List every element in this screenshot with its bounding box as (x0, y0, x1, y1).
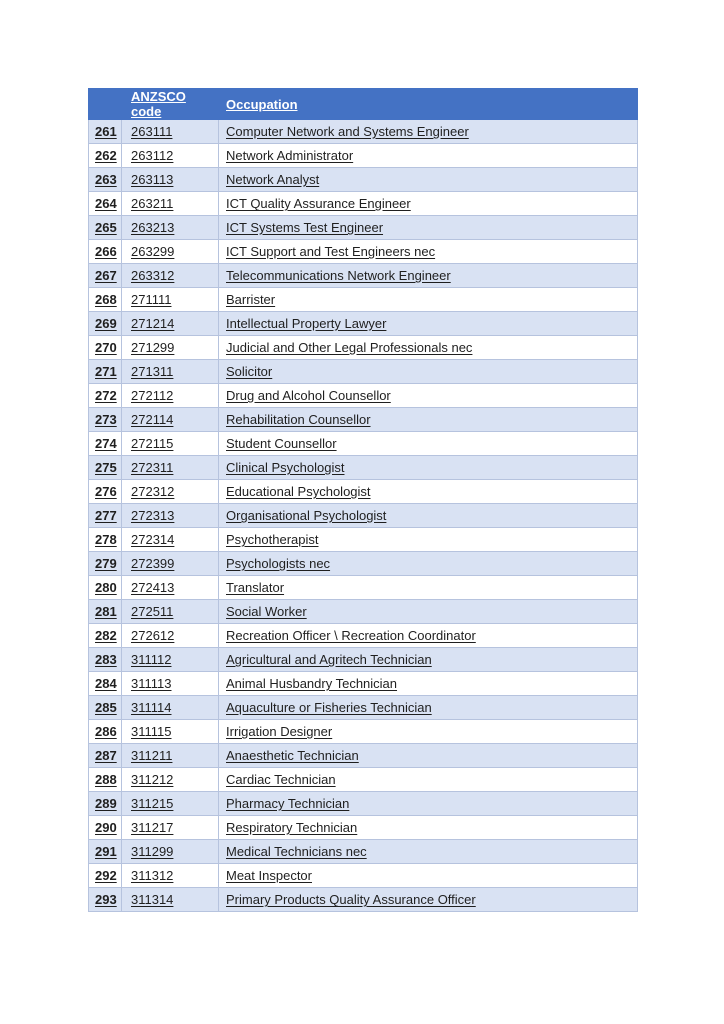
code-cell (122, 576, 219, 600)
occupation-link[interactable]: Agricultural and Agritech Technician (226, 652, 432, 667)
code-cell (122, 480, 219, 504)
code-link[interactable]: 311217 (131, 820, 174, 835)
index-link[interactable]: 276 (95, 484, 117, 499)
code-cell (122, 456, 219, 480)
index-cell (89, 432, 122, 456)
occupation-cell (219, 888, 638, 912)
table-row (89, 288, 638, 312)
index-link[interactable]: 263 (95, 172, 117, 187)
index-cell (89, 216, 122, 240)
code-link[interactable]: 263111 (131, 124, 173, 139)
index-cell (89, 816, 122, 840)
table-row (89, 720, 638, 744)
occupation-link[interactable]: Intellectual Property Lawyer (226, 316, 387, 331)
code-link[interactable]: 311312 (131, 868, 174, 883)
header-anzsco-code (122, 89, 219, 120)
code-cell (122, 168, 219, 192)
occupation-link[interactable]: ICT Systems Test Engineer (226, 220, 384, 235)
code-link[interactable]: 271311 (131, 364, 174, 379)
table-row (89, 168, 638, 192)
occupation-link[interactable]: Psychotherapist (226, 532, 319, 547)
occupation-link[interactable]: Network Administrator (226, 148, 354, 163)
code-link[interactable]: 263113 (131, 172, 174, 187)
table-header-row (89, 89, 638, 120)
index-link[interactable]: 264 (95, 196, 117, 211)
occupation-link[interactable]: Social Worker (226, 604, 307, 619)
index-cell (89, 744, 122, 768)
occupation-cell (219, 120, 638, 144)
code-cell (122, 432, 219, 456)
code-cell (122, 312, 219, 336)
index-link[interactable]: 270 (95, 340, 117, 355)
index-link[interactable]: 289 (95, 796, 117, 811)
index-link[interactable]: 291 (95, 844, 117, 859)
table-row (89, 120, 638, 144)
table-row (89, 888, 638, 912)
table-row (89, 480, 638, 504)
table-row (89, 552, 638, 576)
occupation-cell (219, 168, 638, 192)
index-link[interactable]: 284 (95, 676, 117, 691)
occupation-link[interactable]: Recreation Officer \ Recreation Coordinator (226, 628, 476, 643)
header-index-cell (89, 89, 122, 120)
code-cell (122, 864, 219, 888)
index-link[interactable]: 287 (95, 748, 117, 763)
code-link[interactable]: 311115 (131, 724, 172, 739)
code-cell (122, 216, 219, 240)
table-row (89, 864, 638, 888)
code-link[interactable]: 311299 (131, 844, 174, 859)
occupation-link[interactable]: Clinical Psychologist (226, 460, 345, 475)
table-row (89, 792, 638, 816)
table-row (89, 816, 638, 840)
table-row (89, 264, 638, 288)
code-link[interactable]: 272311 (131, 460, 174, 475)
code-link[interactable]: 263213 (131, 220, 175, 235)
code-cell (122, 600, 219, 624)
table-row (89, 576, 638, 600)
occupation-cell (219, 552, 638, 576)
table-row (89, 216, 638, 240)
code-cell (122, 408, 219, 432)
table-row (89, 312, 638, 336)
anzsco-occupation-table (88, 88, 638, 912)
index-link[interactable]: 275 (95, 460, 117, 475)
index-link[interactable]: 266 (95, 244, 117, 259)
table-row (89, 648, 638, 672)
code-cell (122, 264, 219, 288)
index-link[interactable]: 281 (95, 604, 117, 619)
code-link[interactable]: 272612 (131, 628, 175, 643)
occupation-link[interactable]: Irrigation Designer (226, 724, 333, 739)
index-cell (89, 864, 122, 888)
code-cell (122, 624, 219, 648)
occupation-cell (219, 672, 638, 696)
code-cell (122, 360, 219, 384)
index-link[interactable]: 271 (95, 364, 117, 379)
occupation-link[interactable]: Primary Products Quality Assurance Officer (226, 892, 476, 907)
code-cell (122, 384, 219, 408)
index-cell (89, 456, 122, 480)
index-link[interactable]: 277 (95, 508, 117, 523)
index-cell (89, 888, 122, 912)
occupation-link[interactable]: Pharmacy Technician (226, 796, 350, 811)
code-link[interactable]: 311314 (131, 892, 174, 907)
index-link[interactable]: 286 (95, 724, 117, 739)
index-link[interactable]: 265 (95, 220, 117, 235)
code-cell (122, 888, 219, 912)
occupation-link[interactable]: Telecommunications Network Engineer (226, 268, 451, 283)
code-link[interactable]: 311211 (131, 748, 173, 763)
index-cell (89, 144, 122, 168)
index-link[interactable]: 290 (95, 820, 117, 835)
occupation-cell (219, 264, 638, 288)
code-cell (122, 120, 219, 144)
occupation-cell (219, 384, 638, 408)
code-link[interactable]: 263312 (131, 268, 175, 283)
index-cell (89, 720, 122, 744)
occupation-link[interactable]: ICT Support and Test Engineers nec (226, 244, 436, 259)
code-link[interactable]: 311114 (131, 700, 172, 715)
index-link[interactable]: 280 (95, 580, 117, 595)
code-cell (122, 648, 219, 672)
table-row (89, 696, 638, 720)
index-link[interactable]: 282 (95, 628, 117, 643)
occupation-link[interactable]: Network Analyst (226, 172, 320, 187)
header-occupation (219, 89, 638, 120)
code-cell (122, 504, 219, 528)
occupation-link[interactable]: Educational Psychologist (226, 484, 371, 499)
code-cell (122, 552, 219, 576)
index-cell (89, 840, 122, 864)
code-cell (122, 840, 219, 864)
index-link[interactable]: 293 (95, 892, 117, 907)
code-cell (122, 240, 219, 264)
occupation-link[interactable]: Medical Technicians nec (226, 844, 367, 859)
index-link[interactable]: 274 (95, 436, 117, 451)
occupation-cell (219, 864, 638, 888)
table-row (89, 744, 638, 768)
occupation-cell (219, 576, 638, 600)
index-link[interactable]: 269 (95, 316, 117, 331)
table-row (89, 456, 638, 480)
code-cell (122, 288, 219, 312)
code-cell (122, 144, 219, 168)
table-row (89, 336, 638, 360)
code-link[interactable]: 263112 (131, 148, 174, 163)
occupation-link[interactable]: ICT Quality Assurance Engineer (226, 196, 411, 211)
index-cell (89, 168, 122, 192)
index-link[interactable]: 268 (95, 292, 117, 307)
occupation-link[interactable]: Translator (226, 580, 285, 595)
occupation-link[interactable]: Aquaculture or Fisheries Technician (226, 700, 432, 715)
table-row (89, 504, 638, 528)
code-cell (122, 792, 219, 816)
code-link[interactable]: 272399 (131, 556, 175, 571)
table-body (89, 120, 638, 912)
occupation-cell (219, 456, 638, 480)
code-link[interactable]: 311215 (131, 796, 174, 811)
index-cell (89, 384, 122, 408)
index-link[interactable]: 262 (95, 148, 117, 163)
table-row (89, 624, 638, 648)
index-cell (89, 576, 122, 600)
occupation-link[interactable]: Animal Husbandry Technician (226, 676, 398, 691)
occupation-cell (219, 192, 638, 216)
occupation-cell (219, 840, 638, 864)
occupation-link[interactable]: Rehabilitation Counsellor (226, 412, 371, 427)
code-cell (122, 336, 219, 360)
code-link[interactable]: 263211 (131, 196, 174, 211)
occupation-link[interactable]: Solicitor (226, 364, 273, 379)
table-row (89, 408, 638, 432)
table-row (89, 384, 638, 408)
code-cell (122, 744, 219, 768)
header-occupation-label: Occupation (226, 96, 298, 112)
index-cell (89, 504, 122, 528)
index-cell (89, 552, 122, 576)
index-cell (89, 600, 122, 624)
table-row (89, 840, 638, 864)
index-cell (89, 672, 122, 696)
index-cell (89, 192, 122, 216)
code-link[interactable]: 271111 (131, 292, 172, 307)
occupation-cell (219, 216, 638, 240)
index-link[interactable]: 285 (95, 700, 117, 715)
index-link[interactable]: 283 (95, 652, 117, 667)
occupation-cell (219, 432, 638, 456)
code-cell (122, 672, 219, 696)
code-link[interactable]: 311113 (131, 676, 172, 691)
index-cell (89, 288, 122, 312)
occupation-cell (219, 360, 638, 384)
index-cell (89, 528, 122, 552)
index-cell (89, 480, 122, 504)
code-cell (122, 816, 219, 840)
table-row (89, 144, 638, 168)
occupation-cell (219, 312, 638, 336)
occupation-link[interactable]: Barrister (226, 292, 276, 307)
table-row (89, 768, 638, 792)
occupation-link[interactable]: Psychologists nec (226, 556, 331, 571)
code-link[interactable]: 272413 (131, 580, 175, 595)
code-link[interactable]: 272112 (131, 388, 174, 403)
index-link[interactable]: 292 (95, 868, 117, 883)
occupation-cell (219, 504, 638, 528)
occupation-cell (219, 480, 638, 504)
index-cell (89, 768, 122, 792)
code-link[interactable]: 271214 (131, 316, 175, 331)
occupation-link[interactable]: Drug and Alcohol Counsellor (226, 388, 391, 403)
index-link[interactable]: 272 (95, 388, 117, 403)
table-row (89, 360, 638, 384)
code-cell (122, 720, 219, 744)
code-cell (122, 768, 219, 792)
index-link[interactable]: 261 (95, 124, 117, 139)
index-cell (89, 240, 122, 264)
table-row (89, 672, 638, 696)
occupation-cell (219, 696, 638, 720)
index-cell (89, 408, 122, 432)
index-cell (89, 624, 122, 648)
occupation-cell (219, 600, 638, 624)
code-cell (122, 528, 219, 552)
header-anzsco-code-label: ANZSCO code (131, 89, 186, 119)
occupation-cell (219, 336, 638, 360)
code-link[interactable]: 272314 (131, 532, 175, 547)
occupation-link[interactable]: Respiratory Technician (226, 820, 358, 835)
index-cell (89, 696, 122, 720)
code-link[interactable]: 272114 (131, 412, 174, 427)
index-cell (89, 264, 122, 288)
occupation-cell (219, 792, 638, 816)
code-link[interactable]: 272115 (131, 436, 174, 451)
table-row (89, 528, 638, 552)
occupation-link[interactable]: Computer Network and Systems Engineer (226, 124, 469, 139)
index-link[interactable]: 288 (95, 772, 117, 787)
occupation-link[interactable]: Student Counsellor (226, 436, 337, 451)
code-link[interactable]: 272313 (131, 508, 175, 523)
code-link[interactable]: 311212 (131, 772, 174, 787)
occupation-cell (219, 648, 638, 672)
code-link[interactable]: 311112 (131, 652, 172, 667)
table-row (89, 600, 638, 624)
table-row (89, 432, 638, 456)
index-cell (89, 120, 122, 144)
occupation-cell (219, 288, 638, 312)
index-link[interactable]: 267 (95, 268, 117, 283)
table-row (89, 240, 638, 264)
occupation-cell (219, 528, 638, 552)
occupation-cell (219, 768, 638, 792)
occupation-cell (219, 144, 638, 168)
code-link[interactable]: 272511 (131, 604, 174, 619)
index-cell (89, 792, 122, 816)
index-link[interactable]: 279 (95, 556, 117, 571)
occupation-cell (219, 744, 638, 768)
occupation-link[interactable]: Organisational Psychologist (226, 508, 387, 523)
occupation-cell (219, 408, 638, 432)
occupation-cell (219, 240, 638, 264)
occupation-cell (219, 720, 638, 744)
code-link[interactable]: 272312 (131, 484, 175, 499)
code-cell (122, 192, 219, 216)
occupation-link[interactable]: Meat Inspector (226, 868, 312, 883)
index-cell (89, 336, 122, 360)
code-link[interactable]: 271299 (131, 340, 175, 355)
index-cell (89, 360, 122, 384)
index-cell (89, 648, 122, 672)
occupation-link[interactable]: Cardiac Technician (226, 772, 336, 787)
table-row (89, 192, 638, 216)
index-link[interactable]: 278 (95, 532, 117, 547)
occupation-cell (219, 624, 638, 648)
code-cell (122, 696, 219, 720)
code-link[interactable]: 263299 (131, 244, 175, 259)
index-cell (89, 312, 122, 336)
occupation-link[interactable]: Anaesthetic Technician (226, 748, 359, 763)
occupation-cell (219, 816, 638, 840)
index-link[interactable]: 273 (95, 412, 117, 427)
occupation-link[interactable]: Judicial and Other Legal Professionals nec (226, 340, 473, 355)
